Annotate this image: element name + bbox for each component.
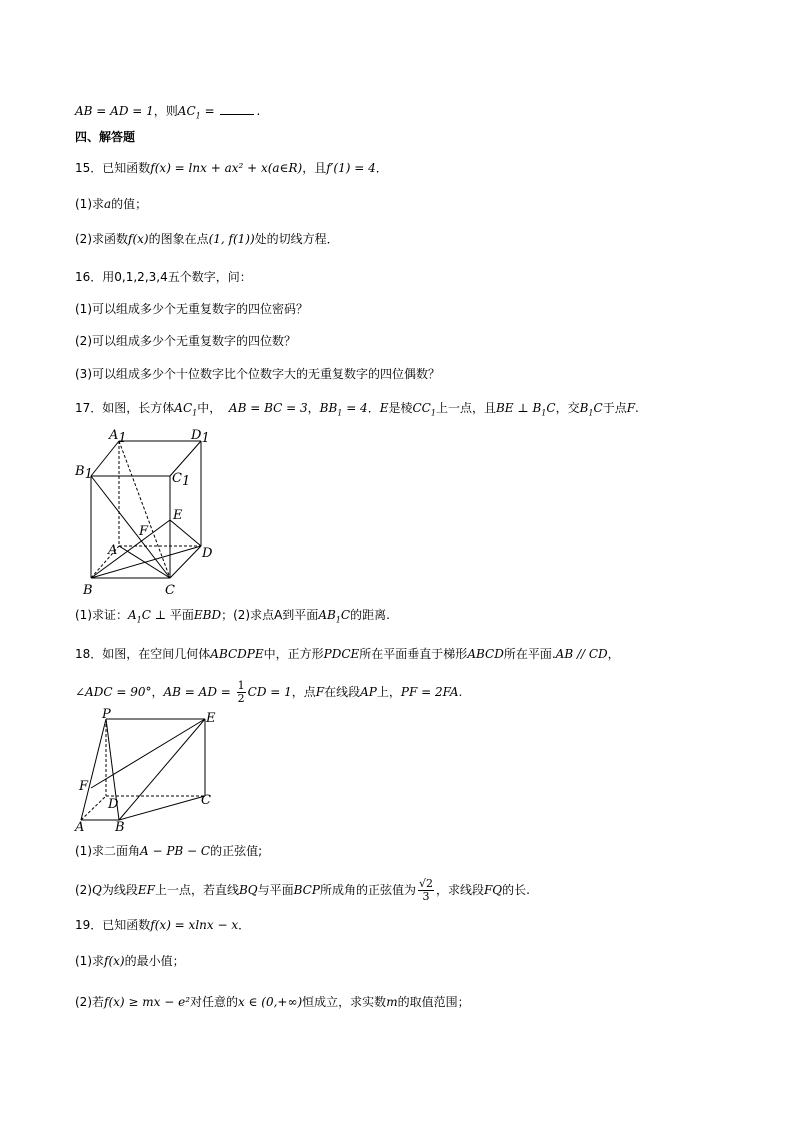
- q17-parts: (1)求证：$A_1C$ ⊥ 平面EBD；(2)求点A到平面$AB_1C$的距离.: [75, 608, 390, 625]
- label-d: D: [202, 546, 213, 561]
- label-a1: A1: [109, 428, 127, 446]
- label-a: A: [75, 820, 85, 835]
- q19-part2: (2)若f(x) ≥ mx − e²对任意的x ∈ (0,+∞)恒成立，求实数m的取值范围；: [75, 995, 470, 1009]
- label-c: C: [165, 583, 175, 598]
- q19-stem: 19．已知函数f(x) = xlnx − x．: [75, 918, 251, 932]
- label-b1: B1: [75, 464, 93, 482]
- label-e: E: [206, 711, 216, 726]
- q15-part1: (1)求a的值；: [75, 197, 148, 211]
- label-a: A: [108, 543, 118, 558]
- q18-part2: (2)Q为线段EF上一点，若直线BQ与平面BCP所成角的正弦值为 $\frac{√2}{3}$ ，求线段FQ的长.: [75, 877, 530, 903]
- q18-stem-line2: ∠ADC = 90°，AB = AD = $\frac{1}{2}$ CD = 1，点F在线段AP上，PF = 2FA.: [75, 679, 463, 705]
- q15-stem: 15．已知函数f(x) = lnx + ax² + x(a∈R)，且f′(1) = 4．: [75, 161, 388, 175]
- label-e: E: [173, 508, 183, 523]
- q18-part1: (1)求二面角A − PB − C的正弦值;: [75, 844, 263, 858]
- label-b: B: [83, 583, 93, 598]
- q17-stem: 17．如图，长方体$AC_1$中， AB = BC = 3，$BB_1 = 4$．E是棱$CC_1$上一点，且BE ⊥ $B_1C$，交$B_1C$于点F.: [75, 401, 639, 418]
- q16-part1: (1)可以组成多少个无重复数字的四位密码？: [75, 302, 308, 316]
- label-d: D: [108, 797, 119, 812]
- q15-part2: (2)求函数f(x)的图象在点(1, f(1))处的切线方程．: [75, 232, 339, 246]
- cuboid-figure: [75, 428, 225, 598]
- answer-blank: [220, 102, 254, 115]
- label-b: B: [115, 820, 125, 835]
- q14-tail: AB = AD = 1，则$AC_1$ = .: [75, 104, 261, 121]
- q18-stem-line1: 18．如图，在空间几何体ABCDPE中，正方形PDCE所在平面垂直于梯形ABCD所在平面.AB // CD，: [75, 647, 620, 661]
- q19-part1: (1)求f(x)的最小值；: [75, 954, 185, 968]
- label-d1: D1: [191, 428, 210, 446]
- q16-part3: (3)可以组成多少个十位数字比个位数字大的无重复数字的四位偶数？: [75, 367, 441, 381]
- section-title: 四、解答题: [75, 130, 136, 144]
- q16-stem: 16．用0,1,2,3,4五个数字，问：: [75, 270, 252, 284]
- label-p: P: [102, 707, 111, 722]
- label-c1: C1: [172, 471, 191, 489]
- label-f: F: [139, 524, 149, 539]
- solid-figure: [75, 708, 225, 836]
- q16-part2: (2)可以组成多少个无重复数字的四位数？: [75, 334, 296, 348]
- label-c: C: [201, 793, 211, 808]
- label-f: F: [79, 779, 89, 794]
